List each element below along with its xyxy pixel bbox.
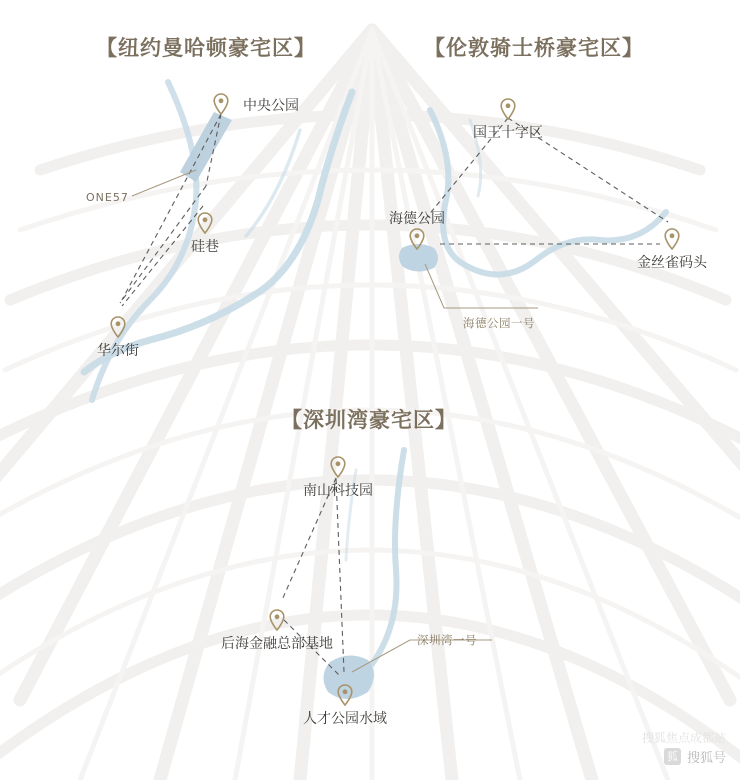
ny-link-siliconalley-wallstreet bbox=[122, 206, 203, 306]
poi-label: 后海金融总部基地 bbox=[221, 636, 333, 652]
poi-label: 国王十字区 bbox=[473, 125, 543, 141]
map-pin-icon bbox=[664, 228, 680, 250]
sz-link-nanshan-talentpark bbox=[336, 478, 344, 672]
map-pin-icon bbox=[269, 609, 285, 631]
map-pin-icon bbox=[197, 212, 213, 234]
callout-one57: ONE57 bbox=[86, 191, 129, 204]
watermark-text: 搜狐号 bbox=[686, 751, 726, 766]
poi-label: 海德公园 bbox=[389, 211, 445, 227]
callout-one-hyde-park: 海德公园一号 bbox=[463, 316, 535, 330]
region-title-london: 【伦敦骑士桥豪宅区】 bbox=[424, 36, 644, 60]
map-pin-icon bbox=[409, 228, 425, 250]
ny-link-centralpark-wallstreet bbox=[122, 114, 221, 300]
poi-label: 中央公园 bbox=[243, 98, 299, 114]
callout-shenzhen-bay-no1: 深圳湾一号 bbox=[417, 633, 477, 647]
map-pin-icon bbox=[330, 456, 346, 478]
leader-one-hyde-park bbox=[425, 264, 538, 308]
poi-label: 硅巷 bbox=[191, 239, 219, 255]
map-pin-icon bbox=[500, 98, 516, 120]
sohu-logo-icon: 狐 bbox=[664, 748, 681, 765]
ny-link-centralpark-siliconalley bbox=[206, 114, 221, 186]
poi-label: 金丝雀码头 bbox=[637, 255, 707, 271]
watermark-ghost-text: 搜狐焦点成都站 bbox=[641, 731, 726, 745]
leader-one57 bbox=[132, 170, 196, 196]
region-title-new-york: 【纽约曼哈顿豪宅区】 bbox=[96, 36, 316, 60]
poi-label: 人才公园水域 bbox=[303, 711, 387, 727]
watermark bbox=[641, 731, 726, 766]
poi-label: 华尔街 bbox=[97, 343, 139, 359]
map-pin-icon bbox=[213, 93, 229, 115]
poi-label: 南山科技园 bbox=[303, 483, 373, 499]
map-pin-icon bbox=[337, 684, 353, 706]
region-title-shenzhen: 【深圳湾豪宅区】 bbox=[281, 408, 457, 432]
map-pin-icon bbox=[110, 316, 126, 338]
